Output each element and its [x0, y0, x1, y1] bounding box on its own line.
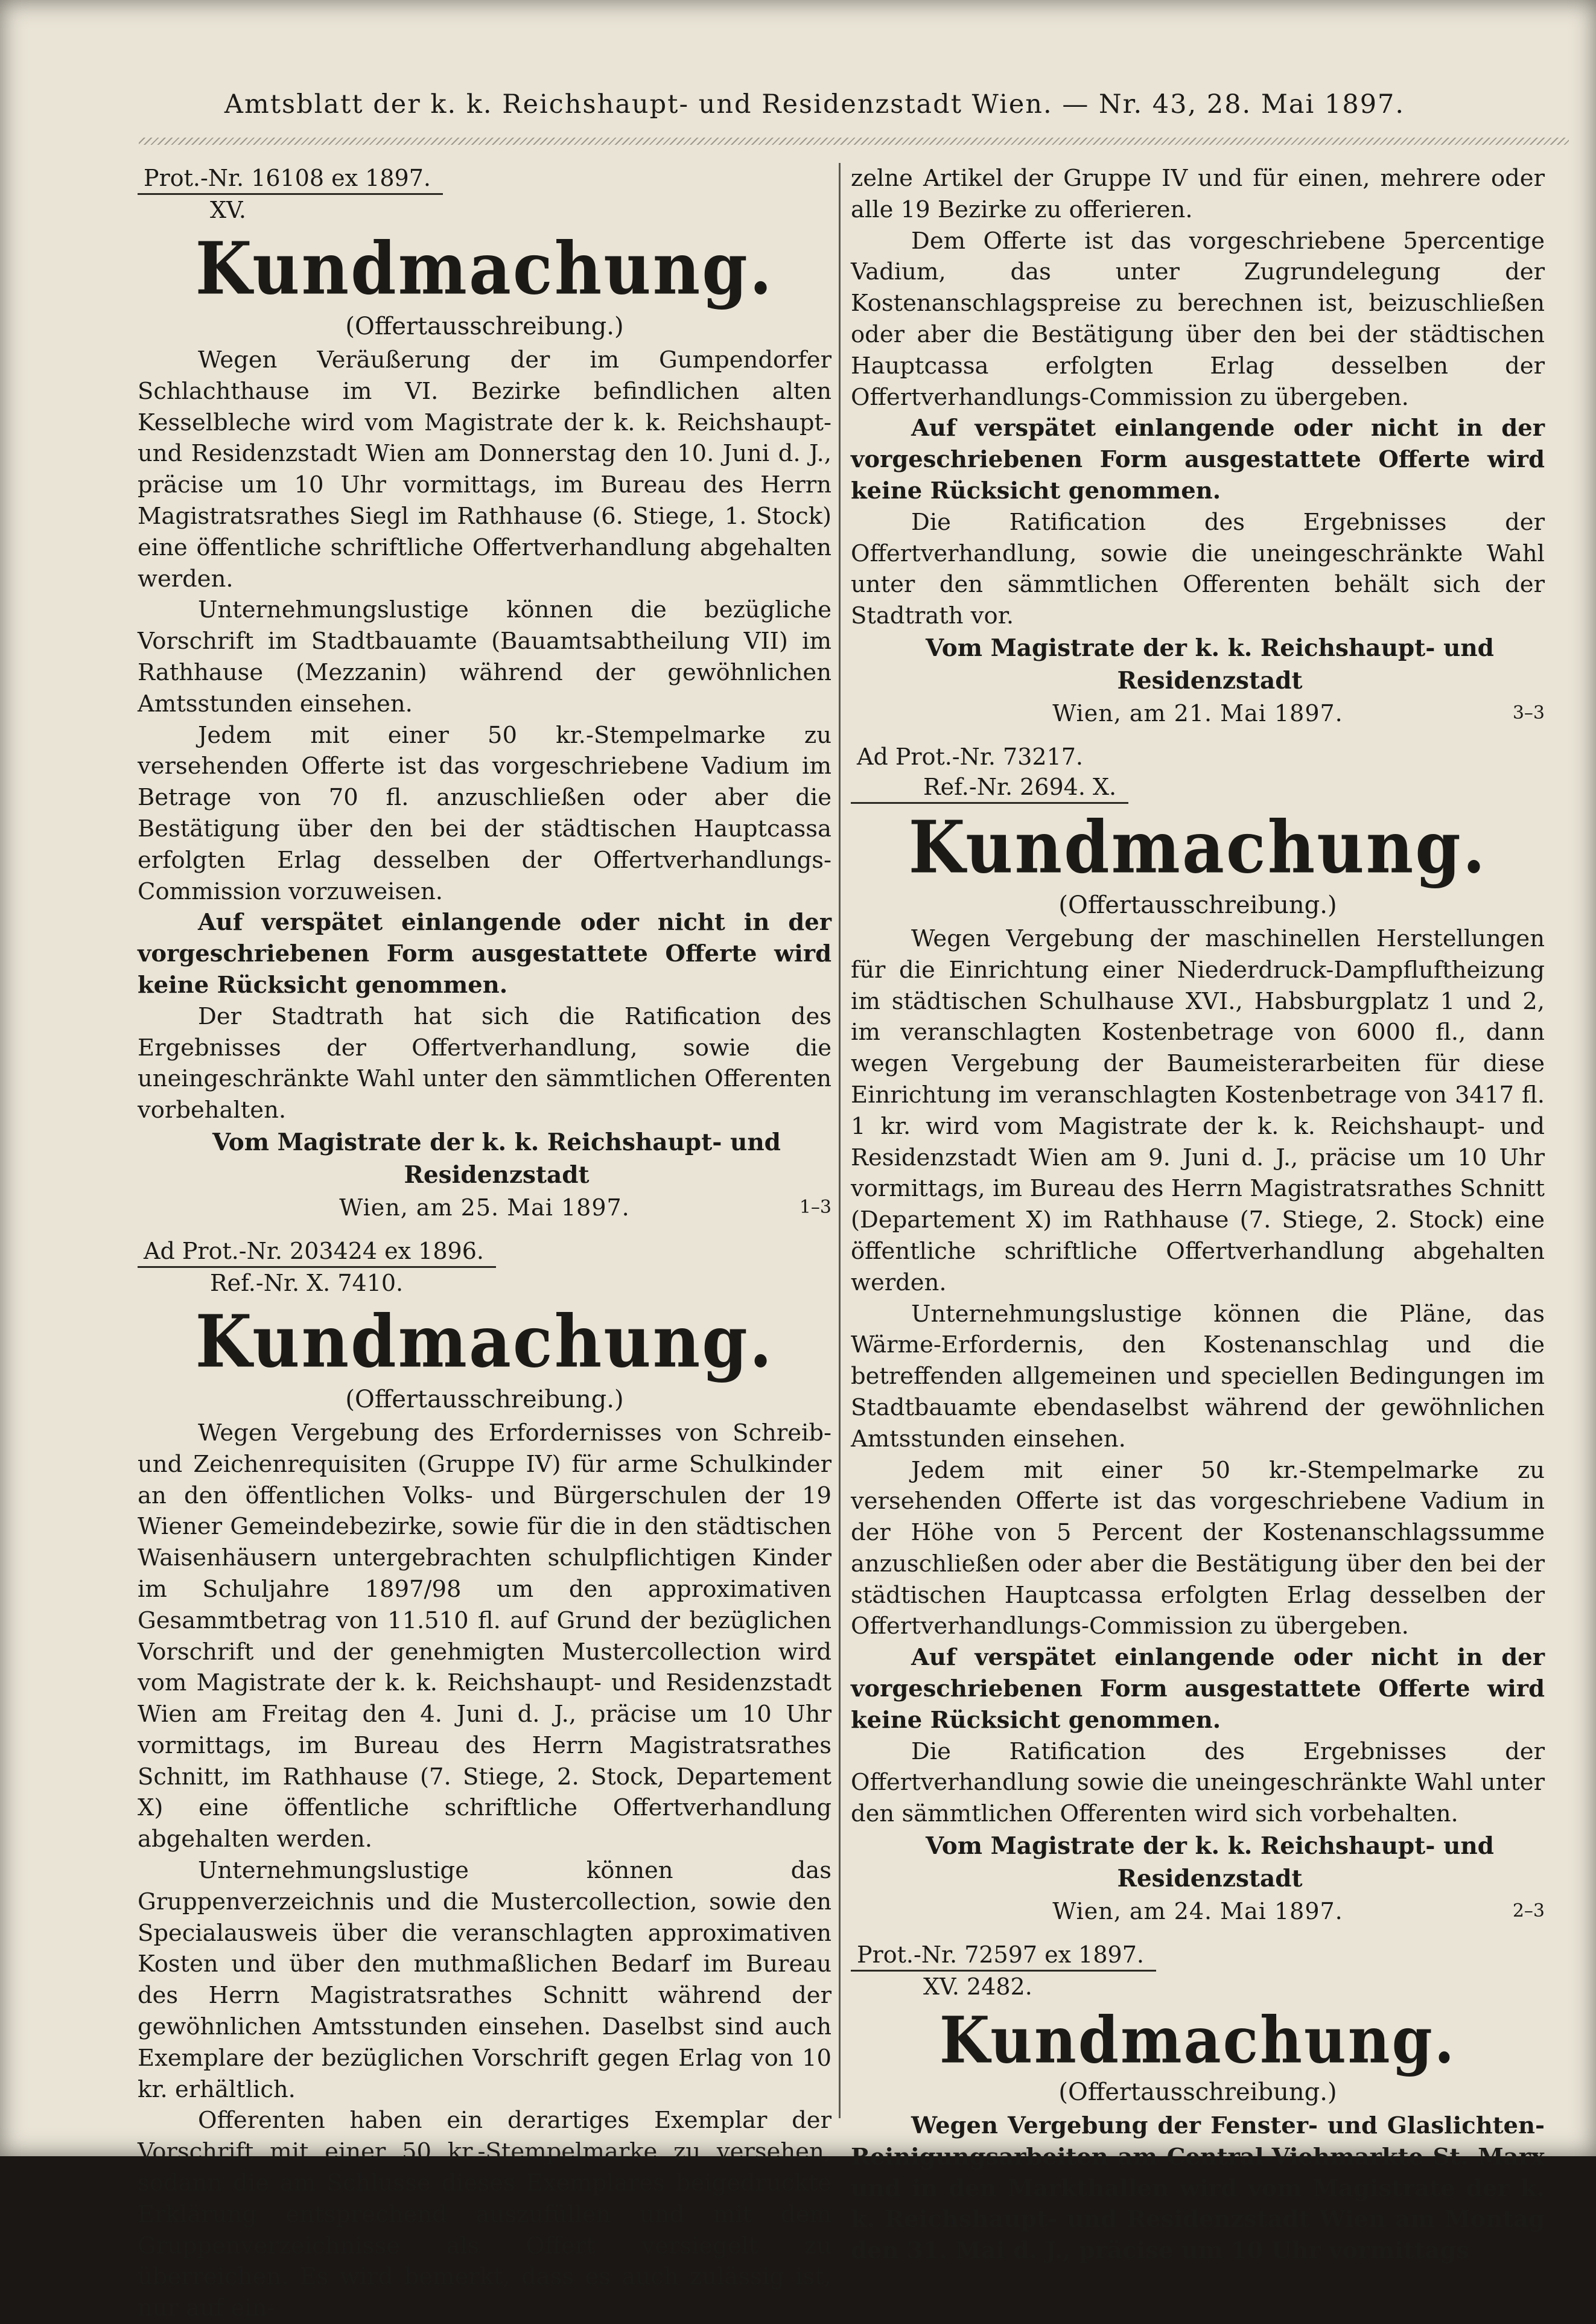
notice-title: Kundmachung. [908, 806, 1487, 890]
notice-paragraph: Jedem mit einer 50 kr.-Stempelmarke zu versehenden Offerte ist das vorgeschriebene Vadium im Betrage von 70 fl. anzuschließen oder aber die Bestätigung über den bei der städtischen Hauptcassa erfolgten Erlag desselben der Offertverhandlungs-Commission vorzuweisen. [138, 721, 831, 905]
notice-department: Ref.-Nr. 2694. X. [851, 772, 1128, 804]
notice-title: Kundmachung. [195, 227, 774, 311]
notice-paragraph: Auf verspätet einlangende oder nicht in der vorgeschriebenen Form ausgestattete Offerte wird keine Rücksicht genommen. [138, 909, 831, 999]
notice-date-line [851, 1895, 1545, 1928]
notice-siegl [138, 163, 831, 1224]
notice-paragraph: Unternehmungslustige können die bezügliche Vorschrift im Stadtbauamte (Bauamtsabtheilung VII) im Rathhause (Mezzanin) während der gewöhnlichen Amtsstunden einsehen. [138, 596, 831, 718]
notice-paragraph: Wegen Vergebung des Erfordernisses von Schreib- und Zeichenrequisiten (Gruppe IV) für arme Schulkinder an den öffentlichen Volks- und Bürgerschulen der 19 Wiener Gemeindebezirke, sowie für die in den städtischen Waisenhäusern untergebrachten schulpflichtigen Kinder im Schuljahre 1897/98 um den approximativen Gesammtbetrag von 11.510 fl. auf Grund der bezüglichen Vorschrift und der genehmigten Mustercollection wird vom Magistrate der k. k. Reichshaupt- und Residenzstadt Wien am Freitag den 4. Juni d. J., präcise um 10 Uhr vormittags, im Bureau des Herrn Magistratsrathes Schnitt, im Rathhause (7. Stiege, 2. Stock, Departement X) eine öffentliche schriftliche Offertverhandlung abgehalten werden. [138, 1419, 831, 1853]
notice-date-line [851, 697, 1545, 730]
notice-paragraph: Jedem mit einer 50 kr.-Stempelmarke zu versehenden Offerte ist das vorgeschriebene Vadium in der Höhe von 5 Percent der Kostenanschlagssumme anzuschließen oder aber die Bestätigung über den bei der städtischen Hauptcassa erfolgten Erlag desselben der Offertverhandlungs-Commission zu übergeben. [851, 1456, 1545, 1640]
notice-paragraph: zelne Artikel der Gruppe IV und für einen, mehrere oder alle 19 Bezirke zu offerieren. [851, 165, 1545, 223]
notice-paragraph: Wegen Vergebung der Fenster- und Glaslichten-Reinigungsarbeiten am Central-Viehmarkte St. Marx und in den Markthallen wird vom Magistrate der k. k. Reichshaupt- und Residenzstadt Wien am Montag den 31. Mai d. J., präcise um 10 Uhr vormittags [851, 2112, 1545, 2265]
notice-date: Wien, am 25. Mai 1897. [339, 1194, 630, 1221]
notice-paragraph: Unternehmungslustige können das Gruppenverzeichnis und die Mustercollection, sowie den Specialausweis über die veranschlagten approximativen Kosten und über den muthmaßlichen Bedarf im Bureau des Herrn Magistratsrathes Schnitt während der gewöhnlichen Amtsstunden einsehen. Daselbst sind auch Exemplare der bezüglichen Vorschrift gegen Erlag von 10 kr. erhältlich. [138, 1857, 831, 2103]
notice-paragraph: Der Stadtrath hat sich die Ratification des Ergebnisses der Offertverhandlung, sowie die uneingeschränkte Wahl unter den sämmtlichen Offerenten vorbehalten. [138, 1002, 831, 1124]
notice-department: XV. 2482. [923, 1973, 1032, 2001]
notice-date: Wien, am 24. Mai 1897. [1052, 1898, 1343, 1925]
notice-subtitle: (Offertausschreibung.) [1058, 891, 1337, 919]
notice-department: XV. [210, 197, 246, 223]
notice-paragraph: Wegen Vergebung der maschinellen Herstellungen für die Einrichtung einer Niederdruck-Dampfluftheizung im städtischen Schulhause XVI., Habsburgplatz 1 und 2, im veranschlagten Kostenbetrage von 6000 fl., dann wegen Vergebung der Baumeisterarbeiten für diese Einrichtung im veranschlagten Kostenbetrage von 3417 fl. 1 kr. wird vom Magistrate der k. k. Reichshaupt- und Residenzstadt Wien am 9. Juni d. J., präcise um 10 Uhr vormittags, im Bureau des Herrn Magistratsrathes Schnitt (Departement X) im Rathhause (7. Stiege, 2. Stock) eine öffentliche schriftliche Offertverhandlung abgehalten werden. [851, 925, 1545, 1296]
notice-paragraph: Dem Offerte ist das vorgeschriebene 5percentige Vadium, das unter Zugrundelegung der Kostenanschlagspreise zu berechnen ist, beizuschließen oder aber die Bestätigung über den bei der städtischen Hauptcassa erfolgten Erlag desselben der Offertverhandlungs-Commission zu übergeben. [851, 227, 1545, 411]
notice-paragraph: Die Ratification des Ergebnisses der Offertverhandlung, sowie die uneingeschränkte Wahl unter den sämmtlichen Offerenten behält sich der Stadtrath vor. [851, 508, 1545, 630]
left-column [138, 163, 831, 2324]
notice-fensterreinigung [851, 1940, 1545, 2267]
notice-title: Kundmachung. [939, 2002, 1457, 2078]
notice-date-line [138, 1191, 831, 1224]
right-column [851, 163, 1545, 2267]
notice-subtitle: (Offertausschreibung.) [345, 1385, 624, 1413]
notice-serial: 2–3 [1512, 1900, 1545, 1922]
notice-signoff: Vom Magistrate der k. k. Reichshaupt- und Residenzstadt [926, 1832, 1494, 1893]
notice-paragraph: Auf verspätet einlangende oder nicht in der vorgeschriebenen Form ausgestattete Offerte wird keine Rücksicht genommen. [851, 415, 1545, 505]
page-header: Amtsblatt der k. k. Reichshaupt- und Residenzstadt Wien. — Nr. 43, 28. Mai 1897. [224, 89, 1405, 119]
notice-signoff: Vom Magistrate der k. k. Reichshaupt- und Residenzstadt [926, 634, 1494, 695]
notice-schreibrequisiten [138, 1236, 831, 2324]
notice-reference: Ad Prot.-Nr. 203424 ex 1896. [138, 1236, 496, 1268]
header-rule [139, 138, 1569, 145]
notice-subtitle: (Offertausschreibung.) [345, 313, 624, 340]
notice-paragraph: Die Ratification des Ergebnisses der Offertverhandlung sowie die uneingeschränkte Wahl unter den sämmtlichen Offerenten wird sich vorbehalten. [851, 1737, 1545, 1828]
notice-reference: Prot.-Nr. 72597 ex 1897. [851, 1940, 1156, 1972]
notice-reference: Prot.-Nr. 16108 ex 1897. [138, 163, 443, 195]
notice-reference: Ad Prot.-Nr. 73217. [857, 743, 1084, 770]
notice-paragraph: Wegen Veräußerung der im Gumpendorfer Schlachthause im VI. Bezirke befindlichen alten Kesselbleche wird vom Magistrate der k. k. Reichshaupt- und Residenzstadt Wien am Donnerstag den 10. Juni d. J., präcise um 10 Uhr vormittags, im Bureau des Herrn Magistratsrathes Siegl im Rathhause (6. Stiege, 1. Stock) eine öffentliche schriftliche Offertverhandlung abgehalten werden. [138, 346, 831, 593]
notice-department: Ref.-Nr. X. 7410. [210, 1269, 404, 1296]
notice-paragraph: Auf verspätet einlangende oder nicht in der vorgeschriebenen Form ausgestattete Offerte wird keine Rücksicht genommen. [851, 1644, 1545, 1734]
notice-signoff: Vom Magistrate der k. k. Reichshaupt- und Residenzstadt [212, 1128, 781, 1189]
notice-schreibrequisiten-continued [851, 163, 1545, 730]
column-divider [839, 163, 841, 2118]
notice-paragraph: Offerenten haben ein derartiges Exemplar der Vorschrift mit einer 50 kr.-Stempelmarke zu versehen, sodann die am Schlusse dieses Exemplares beigedruckte Erklärung entsprechend auszufüllen und mit dem Gruppenverzeichnisse als Offert versiegelt zu überreichen. Es wird bemerkt, dass es auch zulässig ist, nur auf ein- [138, 2107, 831, 2322]
notice-dampfluftheizung [851, 742, 1545, 1928]
notice-serial: 1–3 [799, 1196, 831, 1218]
notice-paragraph: Unternehmungslustige können die Pläne, das Wärme-Erfordernis, den Kostenanschlag und die betreffenden allgemeinen und speciellen Bedingungen im Stadtbauamte ebendaselbst während der gewöhnlichen Amtsstunden einsehen. [851, 1300, 1545, 1453]
notice-date: Wien, am 21. Mai 1897. [1052, 699, 1343, 727]
notice-title: Kundmachung. [195, 1300, 774, 1384]
notice-serial: 3–3 [1512, 702, 1545, 724]
notice-subtitle: (Offertausschreibung.) [1058, 2078, 1337, 2107]
